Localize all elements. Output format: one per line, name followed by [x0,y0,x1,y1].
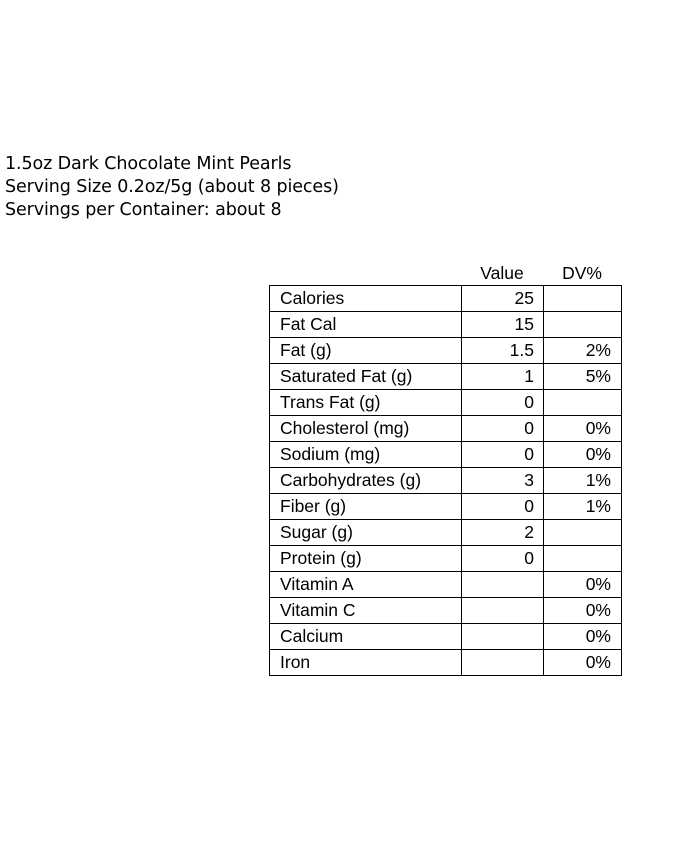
table-row [270,338,622,364]
nutrition-table [269,285,622,676]
table-row [270,468,622,494]
table-row [270,650,622,676]
table-row [270,624,622,650]
nutrient-dv: 0% [544,416,622,442]
nutrient-value: 2 [462,520,544,546]
nutrient-dv [544,520,622,546]
product-header [5,153,339,222]
nutrient-value: 25 [462,286,544,312]
nutrient-value [462,598,544,624]
table-row [270,598,622,624]
serving-size: Serving Size 0.2oz/5g (about 8 pieces) [5,177,339,197]
nutrient-value: 0 [462,390,544,416]
nutrient-name: Saturated Fat (g) [270,364,462,390]
nutrient-name: Fat (g) [270,338,462,364]
table-row [270,416,622,442]
nutrient-value: 0 [462,546,544,572]
nutrient-name: Vitamin C [270,598,462,624]
value-column-header: Value [480,263,524,283]
table-row [270,312,622,338]
nutrient-value: 0 [462,494,544,520]
nutrient-dv: 1% [544,494,622,520]
nutrient-dv: 5% [544,364,622,390]
nutrient-dv: 0% [544,598,622,624]
nutrient-dv: 2% [544,338,622,364]
nutrient-dv [544,390,622,416]
table-row [270,572,622,598]
product-title: 1.5oz Dark Chocolate Mint Pearls [5,154,292,174]
nutrient-value: 1 [462,364,544,390]
nutrient-name: Vitamin A [270,572,462,598]
nutrient-dv: 0% [544,442,622,468]
nutrient-dv: 1% [544,468,622,494]
nutrient-value [462,650,544,676]
nutrient-dv: 0% [544,650,622,676]
nutrient-dv: 0% [544,572,622,598]
nutrient-name: Sugar (g) [270,520,462,546]
nutrient-dv [544,312,622,338]
nutrient-name: Iron [270,650,462,676]
nutrient-name: Carbohydrates (g) [270,468,462,494]
table-row [270,494,622,520]
nutrient-value: 1.5 [462,338,544,364]
table-row [270,390,622,416]
nutrient-value [462,624,544,650]
table-row [270,364,622,390]
nutrient-name: Calories [270,286,462,312]
nutrient-dv [544,546,622,572]
nutrient-value [462,572,544,598]
nutrient-dv: 0% [544,624,622,650]
table-row [270,546,622,572]
nutrient-name: Cholesterol (mg) [270,416,462,442]
nutrient-name: Protein (g) [270,546,462,572]
nutrient-value: 0 [462,416,544,442]
nutrient-value: 3 [462,468,544,494]
table-row [270,286,622,312]
nutrient-name: Fat Cal [270,312,462,338]
servings-per-container: Servings per Container: about 8 [5,200,282,220]
nutrient-dv [544,286,622,312]
nutrient-value: 0 [462,442,544,468]
nutrient-value: 15 [462,312,544,338]
table-row [270,520,622,546]
dv-column-header: DV% [562,263,602,283]
nutrient-name: Calcium [270,624,462,650]
nutrient-name: Fiber (g) [270,494,462,520]
nutrient-name: Sodium (mg) [270,442,462,468]
nutrient-name: Trans Fat (g) [270,390,462,416]
table-row [270,442,622,468]
